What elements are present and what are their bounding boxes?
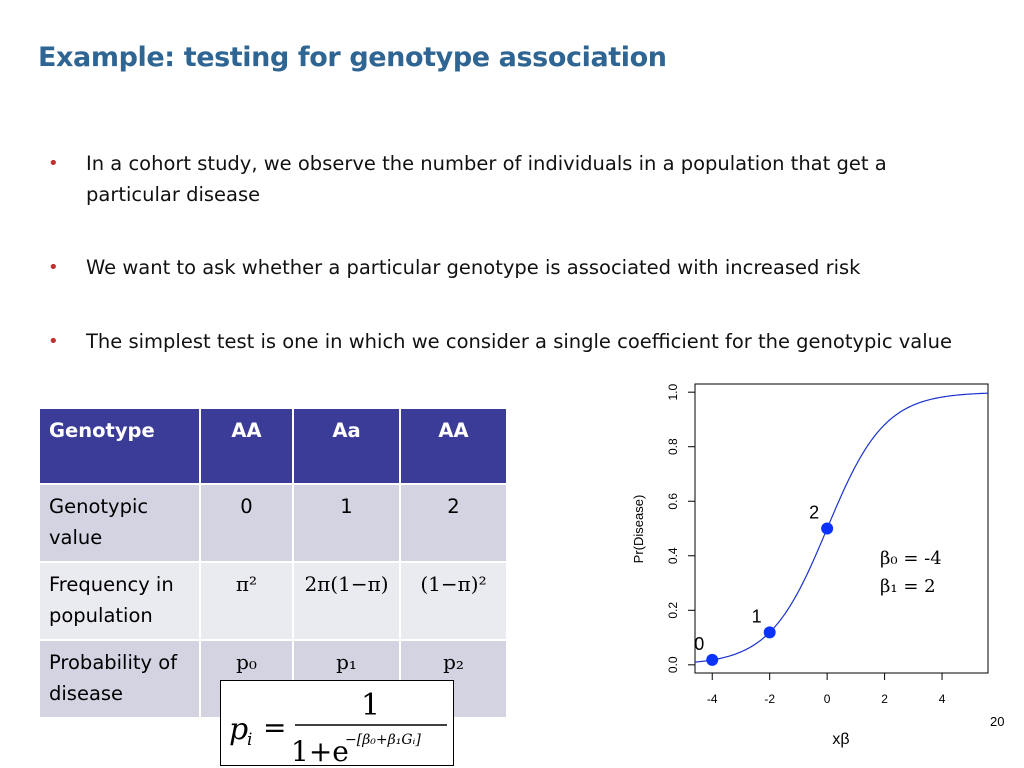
table-cell: 0	[200, 484, 293, 562]
table-header-cell: AA	[400, 408, 507, 484]
table-cell: p₀	[200, 640, 293, 718]
table-cell: Genotypic value	[39, 484, 200, 562]
table-cell: Probability of disease	[39, 640, 200, 718]
beta1-annotation: β₁ = 2	[880, 576, 936, 597]
data-points	[694, 503, 833, 666]
logistic-formula-box	[220, 680, 454, 766]
formula-lhs-subscript: i	[247, 730, 253, 750]
table-cell: p₂	[400, 640, 507, 718]
x-tick-label: 4	[938, 692, 946, 706]
table-cell: 2	[400, 484, 507, 562]
table-header-cell: Genotype	[39, 408, 200, 484]
table-header-cell: Aa	[293, 408, 400, 484]
formula-denominator-base: 1+e	[291, 735, 349, 767]
bullet-item	[48, 252, 860, 283]
y-tick-label: 0.6	[666, 492, 680, 510]
slide-title: Example: testing for genotype association	[38, 42, 667, 73]
slide-number: 20	[990, 714, 1005, 729]
table-cell: π²	[200, 562, 293, 640]
data-point-label: 0	[694, 633, 705, 654]
beta0-annotation: β₀ = -4	[880, 548, 942, 569]
table-cell: Frequency in population	[39, 562, 200, 640]
x-tick-label: -2	[764, 692, 776, 706]
bullet-dot-icon: •	[48, 257, 59, 278]
table-row	[39, 562, 507, 640]
x-axis-label: xβ	[832, 731, 850, 748]
x-tick-label: 0	[823, 692, 831, 706]
y-tick-label: 1.0	[666, 383, 680, 401]
formula-equals: =	[263, 711, 287, 744]
y-axis	[666, 384, 695, 674]
bullet-dot-icon: •	[48, 153, 59, 174]
data-point-label: 2	[809, 502, 820, 523]
formula-exponent: −[β₀+β₁Gᵢ]	[345, 732, 421, 748]
y-axis-label: Pr(Disease)	[631, 494, 646, 564]
logistic-curve	[695, 393, 988, 662]
x-axis	[707, 673, 946, 706]
x-tick-label: 2	[881, 692, 888, 706]
plot-frame	[695, 384, 988, 673]
genotype-table	[38, 407, 508, 719]
bullet-item	[48, 326, 952, 357]
y-tick-label: 0.0	[666, 656, 680, 674]
formula-numerator: 1	[361, 688, 381, 723]
table-row	[39, 484, 507, 562]
bullet-text: The simplest test is one in which we consider a single coefficient for the genotypic value	[86, 330, 952, 353]
bullet-item	[48, 148, 968, 210]
x-tick-label: -4	[706, 692, 718, 706]
y-tick-label: 0.8	[666, 438, 680, 456]
formula-lhs: p	[229, 712, 249, 747]
table-cell: 2π(1−π)	[293, 562, 400, 640]
logistic-chart	[620, 378, 1000, 750]
bullet-text: We want to ask whether a particular genotype is associated with increased risk	[86, 256, 861, 279]
table-header-row	[39, 408, 507, 484]
logistic-formula	[221, 681, 455, 767]
data-point	[821, 523, 833, 535]
y-tick-label: 0.4	[666, 547, 680, 565]
data-point	[764, 626, 776, 638]
data-point	[706, 654, 718, 666]
y-tick-label: 0.2	[666, 601, 680, 619]
bullet-dot-icon: •	[48, 331, 59, 352]
table-header-cell: AA	[200, 408, 293, 484]
data-point-label: 1	[751, 606, 762, 627]
table-cell: 1	[293, 484, 400, 562]
bullet-text: In a cohort study, we observe the number of individuals in a population that get a particular disease	[86, 152, 887, 206]
table-cell: (1−π)²	[400, 562, 507, 640]
table-cell: p₁	[293, 640, 400, 718]
